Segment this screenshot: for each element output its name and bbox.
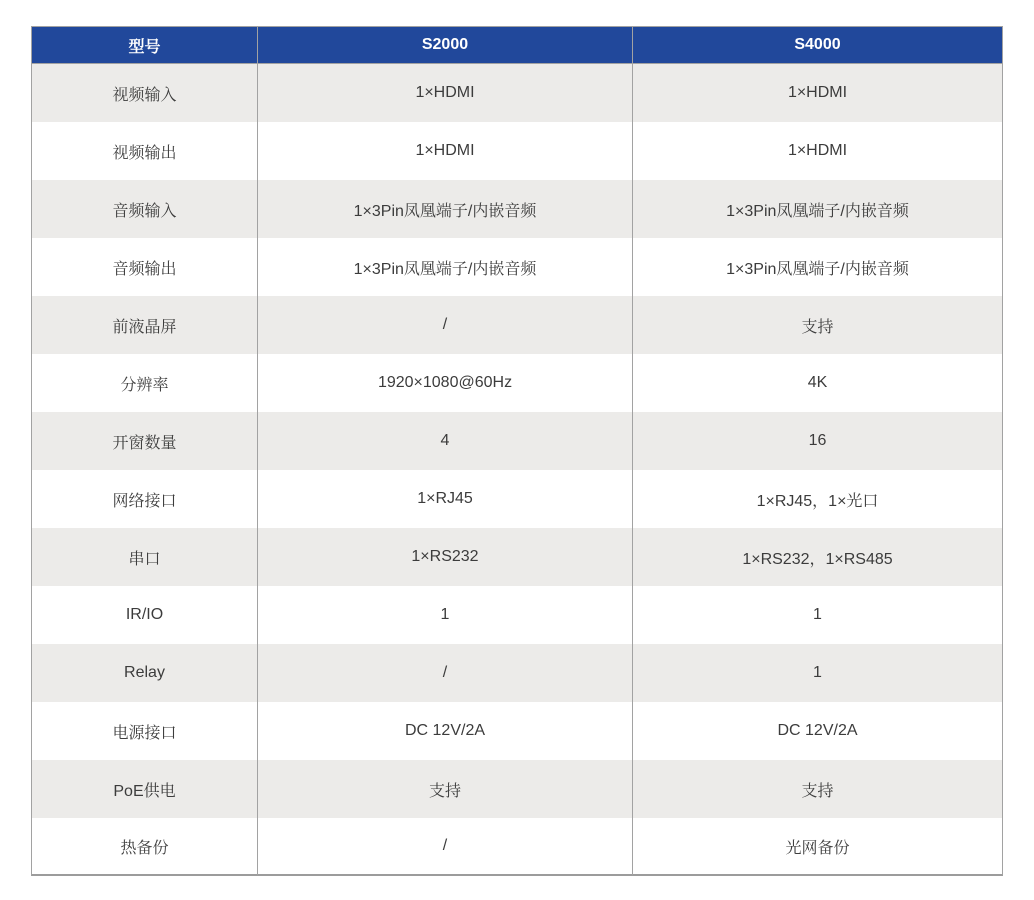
cell-s2000: DC 12V/2A [258,702,633,760]
table-row-serial-port [31,528,1003,586]
cell-s2000: / [258,296,633,354]
table-row-hot-backup [31,818,1003,876]
row-label: 视频输出 [31,122,258,180]
table-row-network-port [31,470,1003,528]
row-label: 音频输入 [31,180,258,238]
cell-s2000: 1 [258,586,633,644]
row-label: 前液晶屏 [31,296,258,354]
cell-s4000: 支持 [633,296,1003,354]
table-row-audio-output [31,238,1003,296]
cell-s2000: 1×HDMI [258,122,633,180]
cell-s2000: 支持 [258,760,633,818]
row-label: 串口 [31,528,258,586]
table-body [31,64,1003,876]
cell-s4000: DC 12V/2A [633,702,1003,760]
row-label: 热备份 [31,818,258,876]
row-label: 电源接口 [31,702,258,760]
table-row-video-input [31,64,1003,122]
column-header-model: 型号 [31,26,258,64]
table-row-power-port [31,702,1003,760]
cell-s4000: 1×HDMI [633,122,1003,180]
cell-s2000: 4 [258,412,633,470]
cell-s4000: 1 [633,586,1003,644]
column-header-s2000: S2000 [258,26,633,64]
row-label: IR/IO [31,586,258,644]
cell-s4000: 4K [633,354,1003,412]
row-label: 开窗数量 [31,412,258,470]
cell-s4000: 1 [633,644,1003,702]
row-label: Relay [31,644,258,702]
table-row-audio-input [31,180,1003,238]
column-header-s4000: S4000 [633,26,1003,64]
row-label: 视频输入 [31,64,258,122]
table-row-front-lcd [31,296,1003,354]
cell-s4000: 1×HDMI [633,64,1003,122]
cell-s2000: 1×3Pin凤凰端子/内嵌音频 [258,180,633,238]
cell-s2000: 1×3Pin凤凰端子/内嵌音频 [258,238,633,296]
table-row-poe-power [31,760,1003,818]
cell-s4000: 1×3Pin凤凰端子/内嵌音频 [633,238,1003,296]
row-label: 音频输出 [31,238,258,296]
cell-s4000: 光网备份 [633,818,1003,876]
cell-s4000: 支持 [633,760,1003,818]
table-row-video-output [31,122,1003,180]
table-header [31,26,1003,64]
cell-s2000: / [258,818,633,876]
table-row-window-count [31,412,1003,470]
cell-s2000: 1920×1080@60Hz [258,354,633,412]
cell-s2000: 1×RS232 [258,528,633,586]
cell-s2000: 1×HDMI [258,64,633,122]
header-row [31,26,1003,64]
row-label: 网络接口 [31,470,258,528]
cell-s2000: 1×RJ45 [258,470,633,528]
cell-s4000: 16 [633,412,1003,470]
table-row-ir-io [31,586,1003,644]
row-label: PoE供电 [31,760,258,818]
cell-s4000: 1×RJ45，1×光口 [633,470,1003,528]
cell-s4000: 1×3Pin凤凰端子/内嵌音频 [633,180,1003,238]
row-label: 分辨率 [31,354,258,412]
cell-s4000: 1×RS232，1×RS485 [633,528,1003,586]
product-spec-table [31,26,1003,876]
table-row-resolution [31,354,1003,412]
table-row-relay [31,644,1003,702]
cell-s2000: / [258,644,633,702]
